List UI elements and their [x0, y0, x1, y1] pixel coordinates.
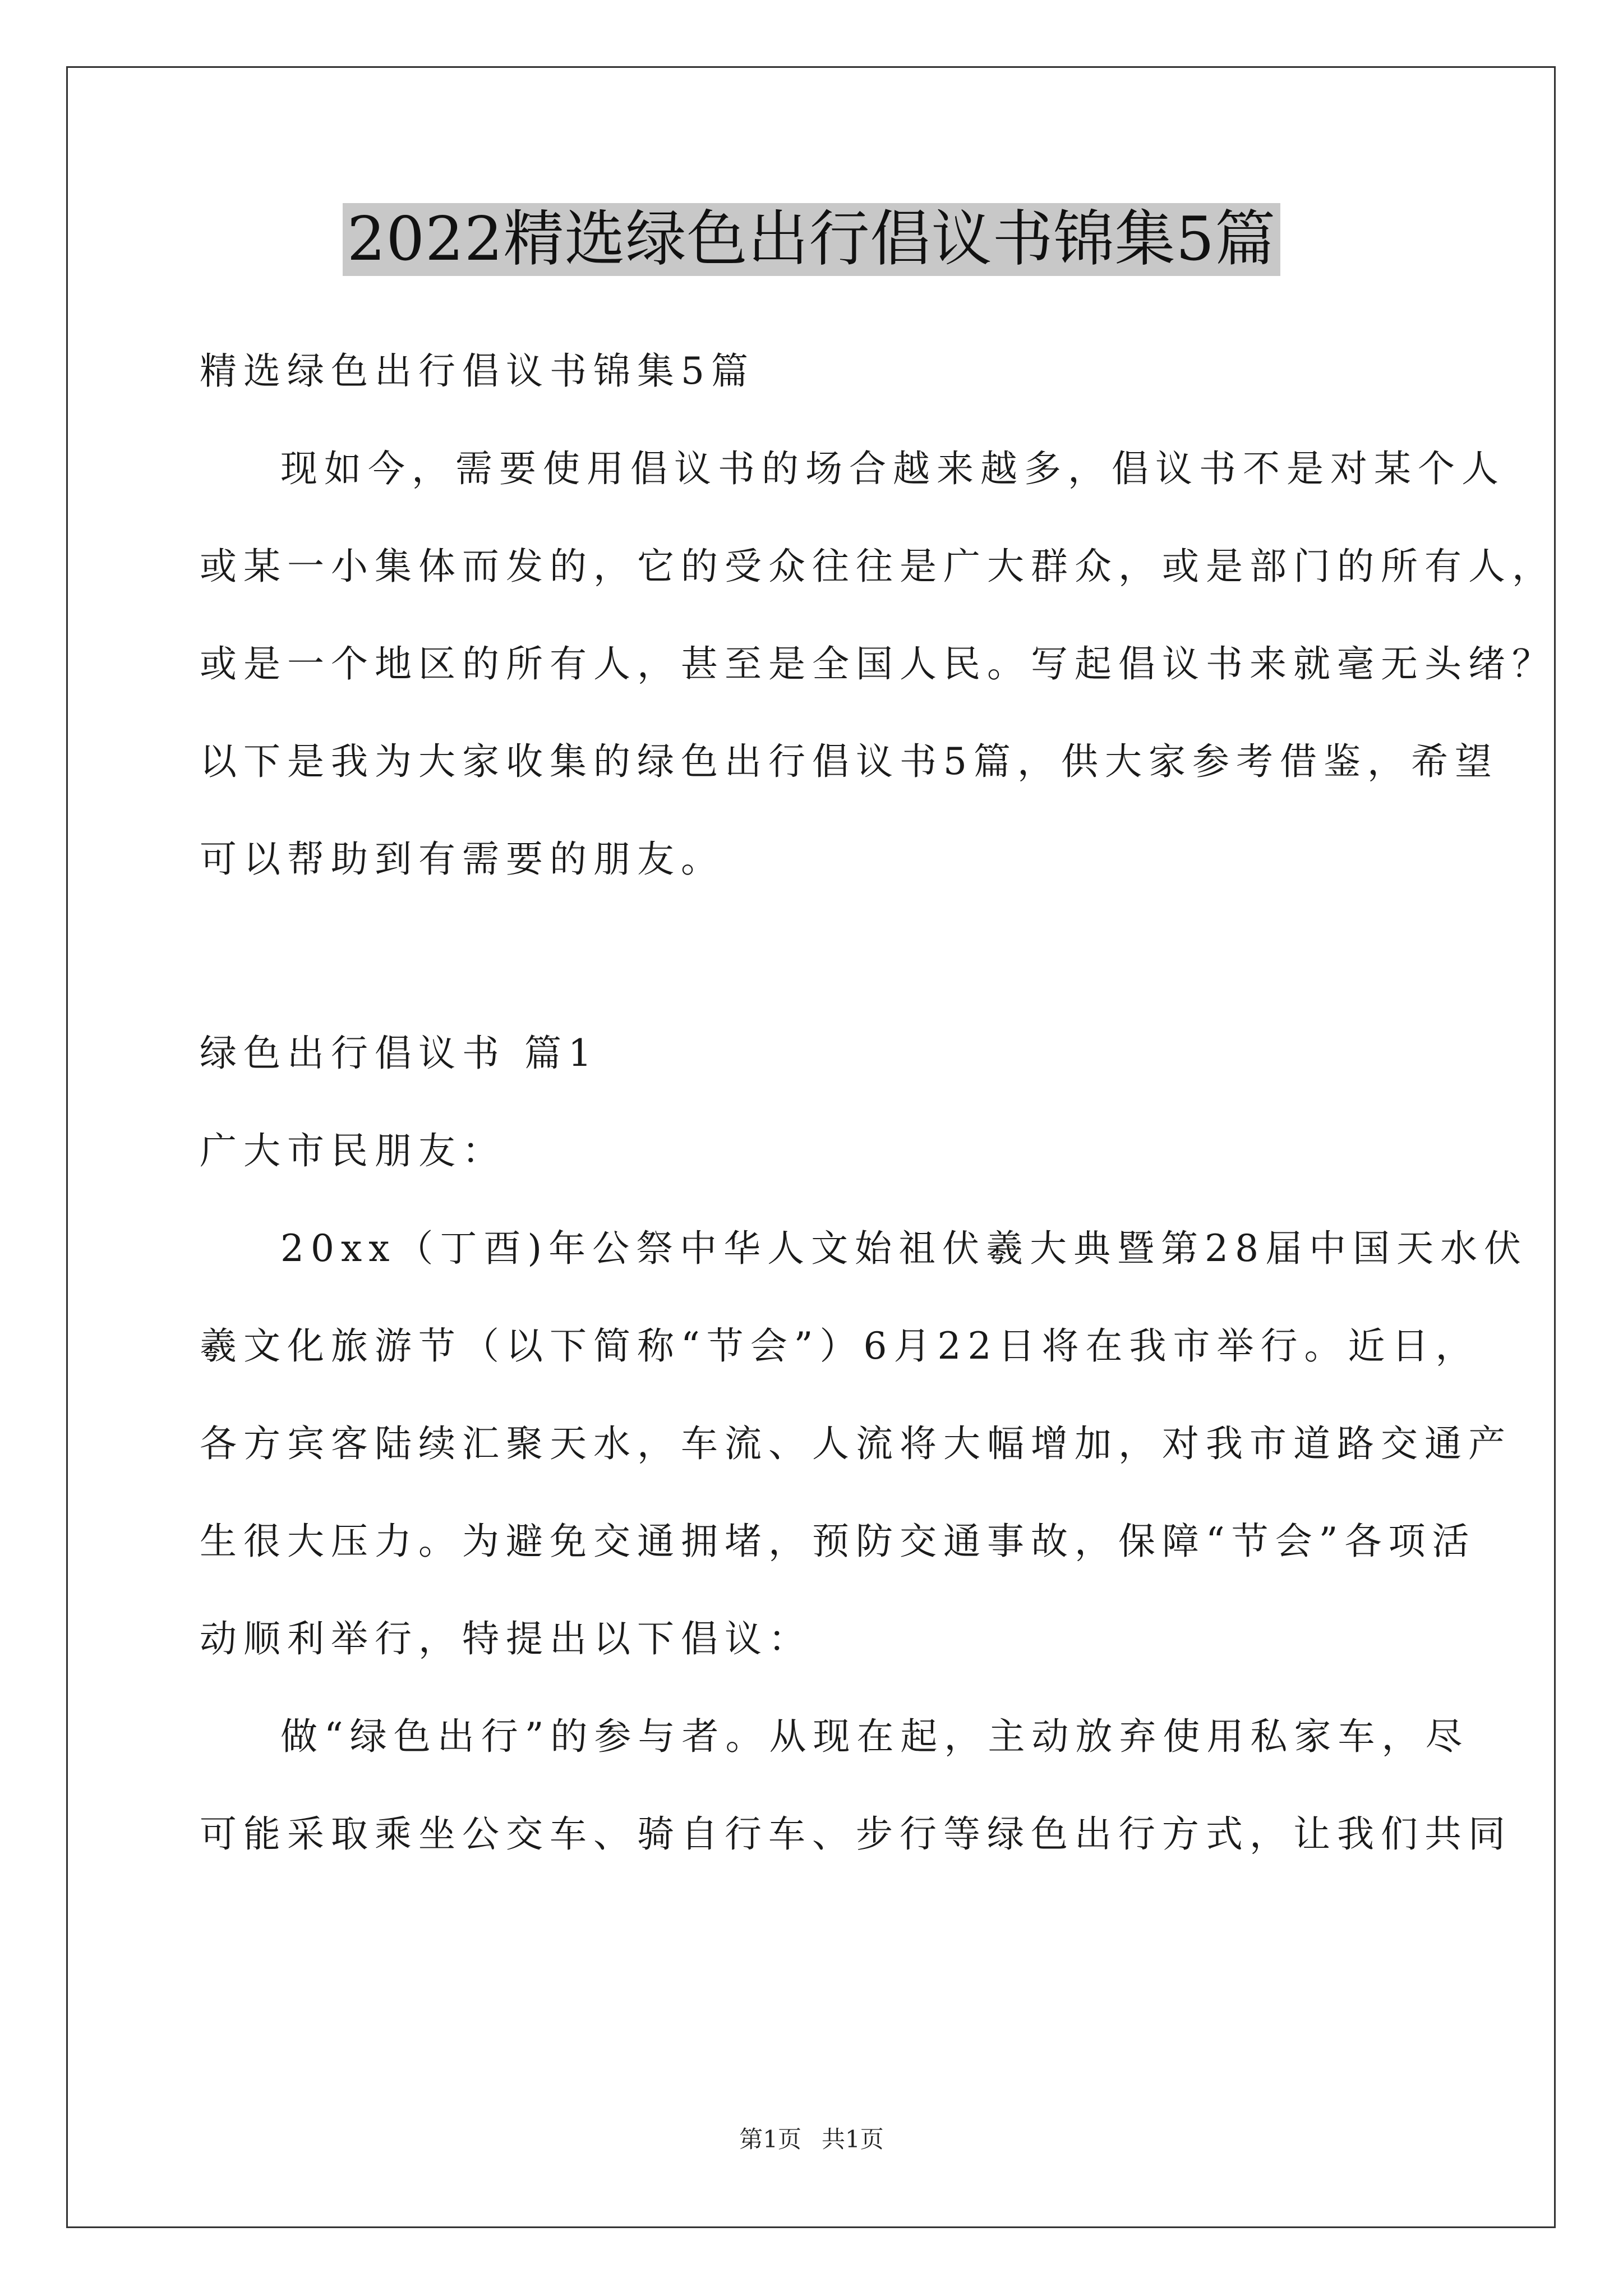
- intro-line: 以下是我为大家收集的绿色出行倡议书5篇，供大家参考借鉴，希望: [200, 740, 1498, 783]
- document-title: 2022精选绿色出行倡议书锦集5篇: [343, 203, 1281, 276]
- section-heading: 绿色出行倡议书 篇1: [200, 1032, 598, 1075]
- paragraph-line: 做“绿色出行”的参与者。从现在起，主动放弃使用私家车，尽: [280, 1715, 1469, 1758]
- intro-line: 现如今，需要使用倡议书的场合越来越多，倡议书不是对某个人: [280, 447, 1505, 490]
- intro-line: 可以帮助到有需要的朋友。: [200, 838, 725, 881]
- intro-line: 或某一小集体而发的，它的受众往往是广大群众，或是部门的所有人，: [200, 545, 1556, 588]
- paragraph-line: 羲文化旅游节（以下简称“节会”）6月22日将在我市举行。近日，: [200, 1324, 1479, 1368]
- document-subtitle: 精选绿色出行倡议书锦集5篇: [200, 349, 755, 393]
- salutation: 广大市民朋友：: [200, 1129, 506, 1172]
- paragraph-line: 生很大压力。为避免交通拥堵，预防交通事故，保障“节会”各项活: [200, 1520, 1476, 1563]
- paragraph-line: 动顺利举行，特提出以下倡议：: [200, 1617, 812, 1660]
- page-number: 第1页: [739, 2125, 801, 2153]
- page-footer: [0, 2125, 1623, 2154]
- paragraph-line: 可能采取乘坐公交车、骑自行车、步行等绿色出行方式，让我们共同: [200, 1812, 1512, 1856]
- title-container: [0, 203, 1623, 276]
- intro-line: 或是一个地区的所有人，甚至是全国人民。写起倡议书来就毫无头绪？: [200, 642, 1556, 685]
- paragraph-line: 各方宾客陆续汇聚天水，车流、人流将大幅增加，对我市道路交通产: [200, 1422, 1512, 1465]
- paragraph-line: 20xx（丁酉)年公祭中华人文始祖伏羲大典暨第28届中国天水伏: [280, 1227, 1528, 1270]
- page-total: 共1页: [822, 2125, 884, 2153]
